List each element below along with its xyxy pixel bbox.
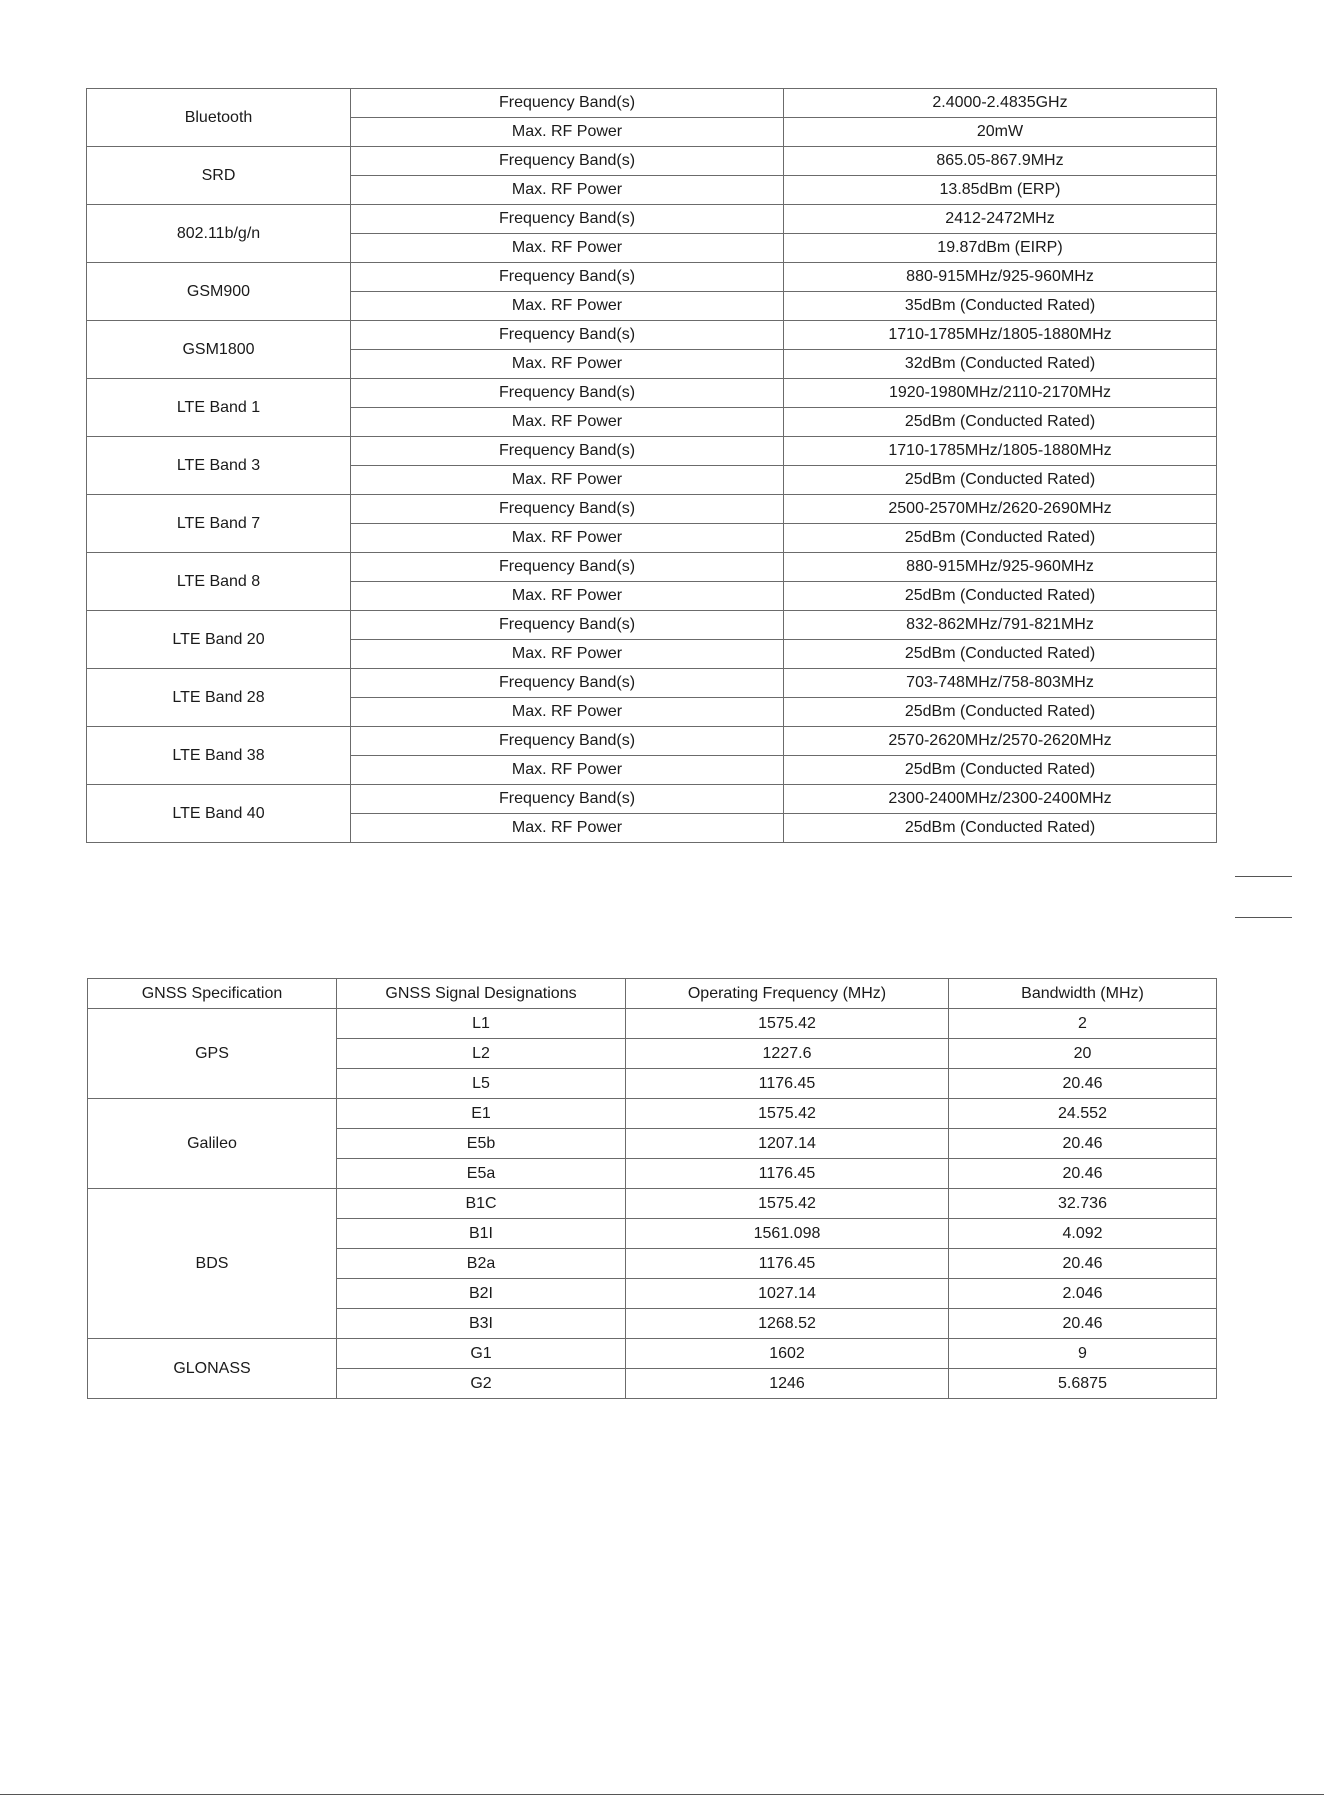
- gnss-signal: L1: [337, 1009, 626, 1039]
- rf-row: [87, 785, 1217, 814]
- gnss-signal: E5a: [337, 1159, 626, 1189]
- gnss-frequency: 1027.14: [626, 1279, 949, 1309]
- gnss-bandwidth: 20.46: [949, 1069, 1217, 1099]
- gnss-signal: E5b: [337, 1129, 626, 1159]
- gnss-bandwidth: 2: [949, 1009, 1217, 1039]
- margin-rule: [1235, 876, 1292, 877]
- rf-frequency-value: 2570-2620MHz/2570-2620MHz: [784, 727, 1217, 756]
- rf-frequency-value: 1710-1785MHz/1805-1880MHz: [784, 437, 1217, 466]
- rf-param-label: Frequency Band(s): [351, 263, 784, 292]
- gnss-header-row: [88, 979, 1217, 1009]
- rf-technology: SRD: [87, 147, 351, 205]
- rf-row: [87, 147, 1217, 176]
- rf-spec-table-body: [87, 89, 1217, 843]
- rf-technology: LTE Band 8: [87, 553, 351, 611]
- gnss-system: Galileo: [88, 1099, 337, 1189]
- rf-param-label: Frequency Band(s): [351, 437, 784, 466]
- rf-param-label: Max. RF Power: [351, 582, 784, 611]
- rf-technology: GSM900: [87, 263, 351, 321]
- rf-row: [87, 321, 1217, 350]
- rf-power-value: 25dBm (Conducted Rated): [784, 756, 1217, 785]
- gnss-signal: B1C: [337, 1189, 626, 1219]
- gnss-frequency: 1176.45: [626, 1069, 949, 1099]
- rf-power-value: 13.85dBm (ERP): [784, 176, 1217, 205]
- rf-row: [87, 727, 1217, 756]
- rf-frequency-value: 1920-1980MHz/2110-2170MHz: [784, 379, 1217, 408]
- gnss-bandwidth: 24.552: [949, 1099, 1217, 1129]
- gnss-bandwidth: 20.46: [949, 1309, 1217, 1339]
- rf-row: [87, 553, 1217, 582]
- gnss-row: [88, 1009, 1217, 1039]
- gnss-bandwidth: 5.6875: [949, 1369, 1217, 1399]
- gnss-signal: G2: [337, 1369, 626, 1399]
- margin-rule: [1235, 917, 1292, 918]
- rf-frequency-value: 2.4000-2.4835GHz: [784, 89, 1217, 118]
- rf-param-label: Max. RF Power: [351, 698, 784, 727]
- rf-param-label: Frequency Band(s): [351, 785, 784, 814]
- gnss-frequency: 1176.45: [626, 1249, 949, 1279]
- rf-power-value: 25dBm (Conducted Rated): [784, 524, 1217, 553]
- rf-technology: LTE Band 3: [87, 437, 351, 495]
- rf-frequency-value: 880-915MHz/925-960MHz: [784, 263, 1217, 292]
- rf-spec-table: [86, 88, 1217, 843]
- rf-technology: GSM1800: [87, 321, 351, 379]
- rf-param-label: Frequency Band(s): [351, 147, 784, 176]
- rf-row: [87, 669, 1217, 698]
- rf-param-label: Max. RF Power: [351, 524, 784, 553]
- rf-frequency-value: 865.05-867.9MHz: [784, 147, 1217, 176]
- rf-frequency-value: 703-748MHz/758-803MHz: [784, 669, 1217, 698]
- rf-param-label: Frequency Band(s): [351, 727, 784, 756]
- gnss-row: [88, 1339, 1217, 1369]
- rf-technology: LTE Band 28: [87, 669, 351, 727]
- rf-param-label: Frequency Band(s): [351, 495, 784, 524]
- gnss-signal: B1I: [337, 1219, 626, 1249]
- gnss-system: GPS: [88, 1009, 337, 1099]
- rf-power-value: 35dBm (Conducted Rated): [784, 292, 1217, 321]
- rf-param-label: Max. RF Power: [351, 466, 784, 495]
- gnss-frequency: 1176.45: [626, 1159, 949, 1189]
- gnss-frequency: 1246: [626, 1369, 949, 1399]
- gnss-spec-table: [87, 978, 1217, 1399]
- rf-param-label: Frequency Band(s): [351, 553, 784, 582]
- gnss-row: [88, 1189, 1217, 1219]
- gnss-header-signal: GNSS Signal Designations: [337, 979, 626, 1009]
- rf-frequency-value: 832-862MHz/791-821MHz: [784, 611, 1217, 640]
- gnss-system: BDS: [88, 1189, 337, 1339]
- gnss-bandwidth: 32.736: [949, 1189, 1217, 1219]
- rf-param-label: Frequency Band(s): [351, 379, 784, 408]
- gnss-signal: B2a: [337, 1249, 626, 1279]
- rf-technology: LTE Band 7: [87, 495, 351, 553]
- gnss-frequency: 1575.42: [626, 1189, 949, 1219]
- gnss-frequency: 1575.42: [626, 1099, 949, 1129]
- rf-technology: LTE Band 1: [87, 379, 351, 437]
- rf-param-label: Max. RF Power: [351, 350, 784, 379]
- rf-technology: Bluetooth: [87, 89, 351, 147]
- gnss-bandwidth: 20.46: [949, 1249, 1217, 1279]
- gnss-header-frequency: Operating Frequency (MHz): [626, 979, 949, 1009]
- gnss-bandwidth: 9: [949, 1339, 1217, 1369]
- rf-row: [87, 495, 1217, 524]
- gnss-header-spec: GNSS Specification: [88, 979, 337, 1009]
- gnss-bandwidth: 4.092: [949, 1219, 1217, 1249]
- rf-param-label: Max. RF Power: [351, 640, 784, 669]
- rf-frequency-value: 2300-2400MHz/2300-2400MHz: [784, 785, 1217, 814]
- gnss-signal: G1: [337, 1339, 626, 1369]
- gnss-frequency: 1575.42: [626, 1009, 949, 1039]
- gnss-bandwidth: 20: [949, 1039, 1217, 1069]
- rf-frequency-value: 1710-1785MHz/1805-1880MHz: [784, 321, 1217, 350]
- rf-row: [87, 611, 1217, 640]
- rf-technology: 802.11b/g/n: [87, 205, 351, 263]
- rf-row: [87, 89, 1217, 118]
- rf-power-value: 25dBm (Conducted Rated): [784, 408, 1217, 437]
- rf-frequency-value: 2500-2570MHz/2620-2690MHz: [784, 495, 1217, 524]
- rf-row: [87, 205, 1217, 234]
- rf-param-label: Frequency Band(s): [351, 89, 784, 118]
- rf-param-label: Frequency Band(s): [351, 669, 784, 698]
- gnss-signal: B2I: [337, 1279, 626, 1309]
- gnss-signal: L2: [337, 1039, 626, 1069]
- gnss-bandwidth: 2.046: [949, 1279, 1217, 1309]
- rf-param-label: Max. RF Power: [351, 408, 784, 437]
- rf-power-value: 25dBm (Conducted Rated): [784, 582, 1217, 611]
- gnss-frequency: 1268.52: [626, 1309, 949, 1339]
- gnss-frequency: 1207.14: [626, 1129, 949, 1159]
- gnss-signal: E1: [337, 1099, 626, 1129]
- gnss-system: GLONASS: [88, 1339, 337, 1399]
- page-bottom-rule: [0, 1794, 1324, 1795]
- rf-row: [87, 379, 1217, 408]
- gnss-signal: B3I: [337, 1309, 626, 1339]
- rf-power-value: 25dBm (Conducted Rated): [784, 814, 1217, 843]
- gnss-row: [88, 1099, 1217, 1129]
- rf-power-value: 25dBm (Conducted Rated): [784, 640, 1217, 669]
- gnss-bandwidth: 20.46: [949, 1129, 1217, 1159]
- gnss-spec-table-body: [88, 1009, 1217, 1399]
- rf-row: [87, 263, 1217, 292]
- rf-param-label: Frequency Band(s): [351, 611, 784, 640]
- rf-frequency-value: 880-915MHz/925-960MHz: [784, 553, 1217, 582]
- rf-power-value: 25dBm (Conducted Rated): [784, 698, 1217, 727]
- rf-param-label: Frequency Band(s): [351, 205, 784, 234]
- rf-power-value: 32dBm (Conducted Rated): [784, 350, 1217, 379]
- rf-param-label: Max. RF Power: [351, 118, 784, 147]
- rf-param-label: Max. RF Power: [351, 756, 784, 785]
- rf-param-label: Max. RF Power: [351, 814, 784, 843]
- gnss-signal: L5: [337, 1069, 626, 1099]
- gnss-frequency: 1227.6: [626, 1039, 949, 1069]
- gnss-bandwidth: 20.46: [949, 1159, 1217, 1189]
- rf-param-label: Max. RF Power: [351, 234, 784, 263]
- gnss-frequency: 1602: [626, 1339, 949, 1369]
- rf-power-value: 25dBm (Conducted Rated): [784, 466, 1217, 495]
- rf-frequency-value: 2412-2472MHz: [784, 205, 1217, 234]
- rf-row: [87, 437, 1217, 466]
- rf-power-value: 20mW: [784, 118, 1217, 147]
- rf-technology: LTE Band 40: [87, 785, 351, 843]
- gnss-header-bandwidth: Bandwidth (MHz): [949, 979, 1217, 1009]
- rf-param-label: Max. RF Power: [351, 292, 784, 321]
- rf-technology: LTE Band 38: [87, 727, 351, 785]
- rf-power-value: 19.87dBm (EIRP): [784, 234, 1217, 263]
- rf-technology: LTE Band 20: [87, 611, 351, 669]
- rf-param-label: Frequency Band(s): [351, 321, 784, 350]
- rf-param-label: Max. RF Power: [351, 176, 784, 205]
- gnss-frequency: 1561.098: [626, 1219, 949, 1249]
